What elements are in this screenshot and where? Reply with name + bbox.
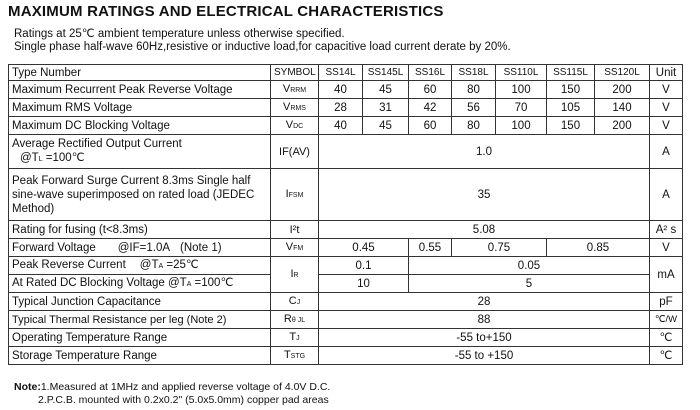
header-row — [9, 65, 683, 81]
rating-condition-line: Ratings at 25℃ ambient temperature unless otherwise specified. — [14, 28, 345, 40]
table-row — [9, 239, 683, 257]
unit-cell: V — [650, 81, 683, 99]
param-label: Peak Forward Surge Current 8.3ms Single half sine-wave superimposed on rated load (JEDEC Method) — [9, 169, 271, 221]
header-type-number: Type Number — [9, 65, 271, 81]
symbol-cell: TSTG — [271, 347, 319, 365]
value-cell: 100 — [496, 117, 547, 135]
value-cell: 105 — [547, 99, 595, 117]
unit-cell: A — [650, 135, 683, 169]
symbol-cell: VRMS — [271, 99, 319, 117]
symbol-cell: I²t — [271, 221, 319, 239]
symbol-cell: IR — [271, 257, 319, 293]
symbol-cell: IF(AV) — [271, 135, 319, 169]
header-model: SS14L — [319, 65, 363, 81]
value-cell: -55 to +150 — [319, 347, 650, 365]
value-cell: 80 — [452, 81, 496, 99]
symbol-cell: VDC — [271, 117, 319, 135]
value-cell: 42 — [409, 99, 452, 117]
value-cell: 5 — [409, 275, 650, 293]
param-label: Typical Thermal Resistance per leg (Note 2) — [9, 311, 271, 329]
ratings-table — [8, 64, 683, 365]
value-cell: 5.08 — [319, 221, 650, 239]
unit-cell: V — [650, 117, 683, 135]
value-cell: 10 — [319, 275, 409, 293]
value-cell: 40 — [319, 81, 363, 99]
value-cell: 56 — [452, 99, 496, 117]
symbol-cell: TJ — [271, 329, 319, 347]
value-cell: 28 — [319, 99, 363, 117]
symbol-cell: IFSM — [271, 169, 319, 221]
unit-cell: V — [650, 239, 683, 257]
table-row — [9, 117, 683, 135]
param-label: Peak Reverse Current @TA =25℃ — [9, 257, 271, 275]
unit-cell: V — [650, 99, 683, 117]
unit-cell: ℃/W — [650, 311, 683, 329]
table-row — [9, 347, 683, 365]
value-cell: 45 — [363, 81, 409, 99]
section-title: MAXIMUM RATINGS AND ELECTRICAL CHARACTERISTICS — [8, 3, 444, 20]
table-row — [9, 221, 683, 239]
value-cell: 80 — [452, 117, 496, 135]
value-cell: 88 — [319, 311, 650, 329]
unit-cell: A² s — [650, 221, 683, 239]
table-row — [9, 311, 683, 329]
param-label: Maximum RMS Voltage — [9, 99, 271, 117]
value-cell: 0.75 — [452, 239, 547, 257]
symbol-cell: VRRM — [271, 81, 319, 99]
value-cell: 40 — [319, 117, 363, 135]
table-row — [9, 257, 683, 275]
symbol-cell: CJ — [271, 293, 319, 311]
param-label: Maximum Recurrent Peak Reverse Voltage — [9, 81, 271, 99]
header-model: SS120L — [595, 65, 650, 81]
param-label: Average Rectified Output Current @TL =100℃ — [9, 135, 271, 169]
value-cell: 0.85 — [547, 239, 650, 257]
param-label: Rating for fusing (t<8.3ms) — [9, 221, 271, 239]
table-row — [9, 81, 683, 99]
param-label: Forward Voltage @IF=1.0A (Note 1) — [9, 239, 271, 257]
unit-cell: mA — [650, 257, 683, 293]
value-cell: 60 — [409, 81, 452, 99]
value-cell: 28 — [319, 293, 650, 311]
header-model: SS16L — [409, 65, 452, 81]
value-cell: 150 — [547, 81, 595, 99]
header-model: SS145L — [363, 65, 409, 81]
value-cell: 140 — [595, 99, 650, 117]
value-cell: 200 — [595, 81, 650, 99]
value-cell: 150 — [547, 117, 595, 135]
table-row — [9, 169, 683, 221]
unit-cell: ℃ — [650, 329, 683, 347]
symbol-cell: Rθ JL — [271, 311, 319, 329]
param-label: Operating Temperature Range — [9, 329, 271, 347]
load-condition-line: Single phase half-wave 60Hz,resistive or inductive load,for capacitive load current derate by 20%. — [14, 41, 511, 53]
notes-label: Note: — [14, 381, 41, 393]
value-cell: -55 to+150 — [319, 329, 650, 347]
notes-block — [14, 381, 330, 407]
value-cell: 1.0 — [319, 135, 650, 169]
value-cell: 60 — [409, 117, 452, 135]
value-cell: 0.45 — [319, 239, 409, 257]
value-cell: 0.1 — [319, 257, 409, 275]
value-cell: 0.05 — [409, 257, 650, 275]
note-2: 2.P.C.B. mounted with 0.2x0.2" (5.0x5.0mm) copper pad areas — [38, 394, 329, 406]
value-cell: 31 — [363, 99, 409, 117]
table-row — [9, 135, 683, 169]
header-model: SS115L — [547, 65, 595, 81]
unit-cell: pF — [650, 293, 683, 311]
unit-cell: A — [650, 169, 683, 221]
header-symbol: SYMBOL — [271, 65, 319, 81]
param-label: At Rated DC Blocking Voltage @TA =100℃ — [9, 275, 271, 293]
value-cell: 0.55 — [409, 239, 452, 257]
header-model: SS18L — [452, 65, 496, 81]
table-row — [9, 275, 683, 293]
value-cell: 45 — [363, 117, 409, 135]
param-label: Maximum DC Blocking Voltage — [9, 117, 271, 135]
header-unit: Unit — [650, 65, 683, 81]
value-cell: 35 — [319, 169, 650, 221]
table-row — [9, 293, 683, 311]
header-model: SS110L — [496, 65, 547, 81]
table-row — [9, 99, 683, 117]
value-cell: 70 — [496, 99, 547, 117]
note-1: 1.Measured at 1MHz and applied reverse voltage of 4.0V D.C. — [40, 381, 331, 393]
table-row — [9, 329, 683, 347]
value-cell: 200 — [595, 117, 650, 135]
unit-cell: ℃ — [650, 347, 683, 365]
value-cell: 100 — [496, 81, 547, 99]
param-label: Storage Temperature Range — [9, 347, 271, 365]
symbol-cell: VFM — [271, 239, 319, 257]
param-label: Typical Junction Capacitance — [9, 293, 271, 311]
